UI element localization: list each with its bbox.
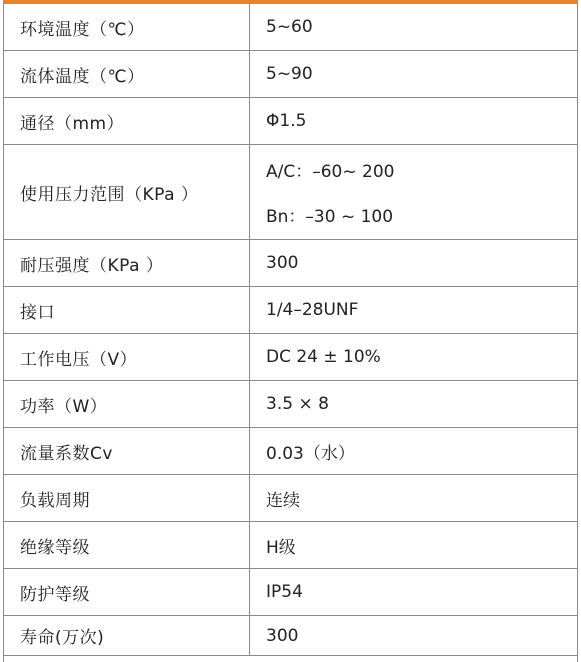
spec-label: 防护等级 — [4, 569, 250, 615]
spec-value-cell — [250, 240, 577, 286]
spec-value-cell — [250, 569, 577, 615]
table-row — [4, 475, 577, 522]
spec-label: 绝缘等级 — [4, 522, 250, 568]
spec-label: 流体温度（℃） — [4, 51, 250, 97]
spec-label: 流量系数Cv — [4, 428, 250, 474]
spec-value: 0.03（水） — [266, 443, 355, 464]
spec-value: 1/4–28UNF — [266, 300, 359, 320]
table-row — [4, 428, 577, 475]
table-row — [4, 287, 577, 334]
spec-value-cell — [250, 287, 577, 333]
spec-value: A/C：–60~ 200 — [266, 162, 395, 182]
spec-value-cell — [250, 381, 577, 427]
spec-value: IP54 — [266, 582, 303, 602]
spec-value: DC 24 ± 10% — [266, 347, 381, 367]
spec-table — [3, 0, 578, 662]
spec-value: H级 — [266, 537, 296, 558]
table-row — [4, 240, 577, 287]
table-row — [4, 51, 577, 98]
table-row — [4, 334, 577, 381]
spec-label: 使用压力范围（KPa ） — [4, 145, 250, 239]
table-row — [4, 522, 577, 569]
table-row — [4, 98, 577, 145]
spec-label: 工作电压（V） — [4, 334, 250, 380]
spec-value: 5~60 — [266, 17, 313, 37]
spec-label: 耐压强度（KPa ） — [4, 240, 250, 286]
table-row — [4, 145, 577, 240]
spec-label: 接口 — [4, 287, 250, 333]
spec-label: 负载周期 — [4, 475, 250, 521]
spec-value-cell — [250, 522, 577, 568]
spec-value: 300 — [266, 253, 299, 273]
spec-value: 3.5 × 8 — [266, 394, 329, 414]
spec-value-cell — [250, 98, 577, 144]
table-row — [4, 569, 577, 616]
spec-label: 功率（W） — [4, 381, 250, 427]
table-row — [4, 381, 577, 428]
table-row — [4, 616, 577, 656]
spec-value-cell — [250, 475, 577, 521]
table-row — [4, 4, 577, 51]
spec-value-cell — [250, 428, 577, 474]
spec-value: 连续 — [266, 490, 300, 511]
spec-value-cell — [250, 145, 577, 239]
spec-value-cell — [250, 334, 577, 380]
spec-value: 5~90 — [266, 64, 313, 84]
spec-value-cell — [250, 51, 577, 97]
spec-value: Φ1.5 — [266, 111, 307, 131]
spec-label: 寿命(万次) — [4, 616, 250, 655]
spec-value-cell — [250, 616, 577, 655]
spec-label: 环境温度（℃） — [4, 4, 250, 50]
spec-value: 300 — [266, 625, 299, 646]
spec-value: Bn：–30 ~ 100 — [266, 207, 394, 227]
spec-value-cell — [250, 4, 577, 50]
spec-label: 通径（mm） — [4, 98, 250, 144]
